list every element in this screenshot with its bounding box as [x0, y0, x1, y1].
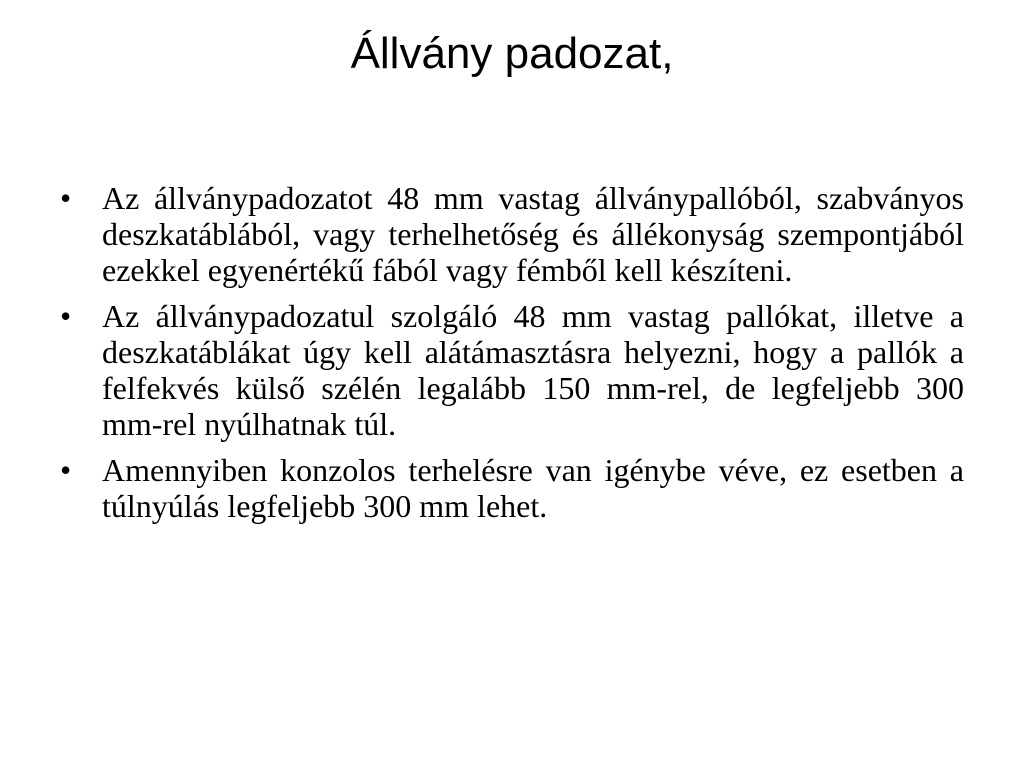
bullet-text: Amennyiben konzolos terhelésre van igénybe véve, ez esetben a túlnyúlás legfeljebb 300 mm lehet. [102, 452, 964, 524]
bullet-item [60, 180, 964, 288]
bullet-item [60, 452, 964, 524]
bullet-icon: • [60, 298, 72, 334]
slide-title: Állvány padozat, [350, 29, 674, 78]
bullet-list [60, 180, 964, 534]
bullet-text: Az állványpadozatul szolgáló 48 mm vastag pallókat, illetve a deszkatáblákat úgy kell alátámasztásra helyezni, hogy a pallók a felfekvés külső szélén legalább 150 mm-rel, de legfeljebb 300 mm-rel nyúlhatnak túl. [102, 298, 964, 442]
bullet-text: Az állványpadozatot 48 mm vastag állványpallóból, szabványos deszkatáblából, vagy terhelhetőség és állékonyság szempontjából ezekkel egyenértékű fából vagy fémből kell készíteni. [102, 180, 964, 288]
bullet-icon: • [60, 452, 72, 488]
bullet-item [60, 298, 964, 442]
bullet-icon: • [60, 180, 72, 216]
